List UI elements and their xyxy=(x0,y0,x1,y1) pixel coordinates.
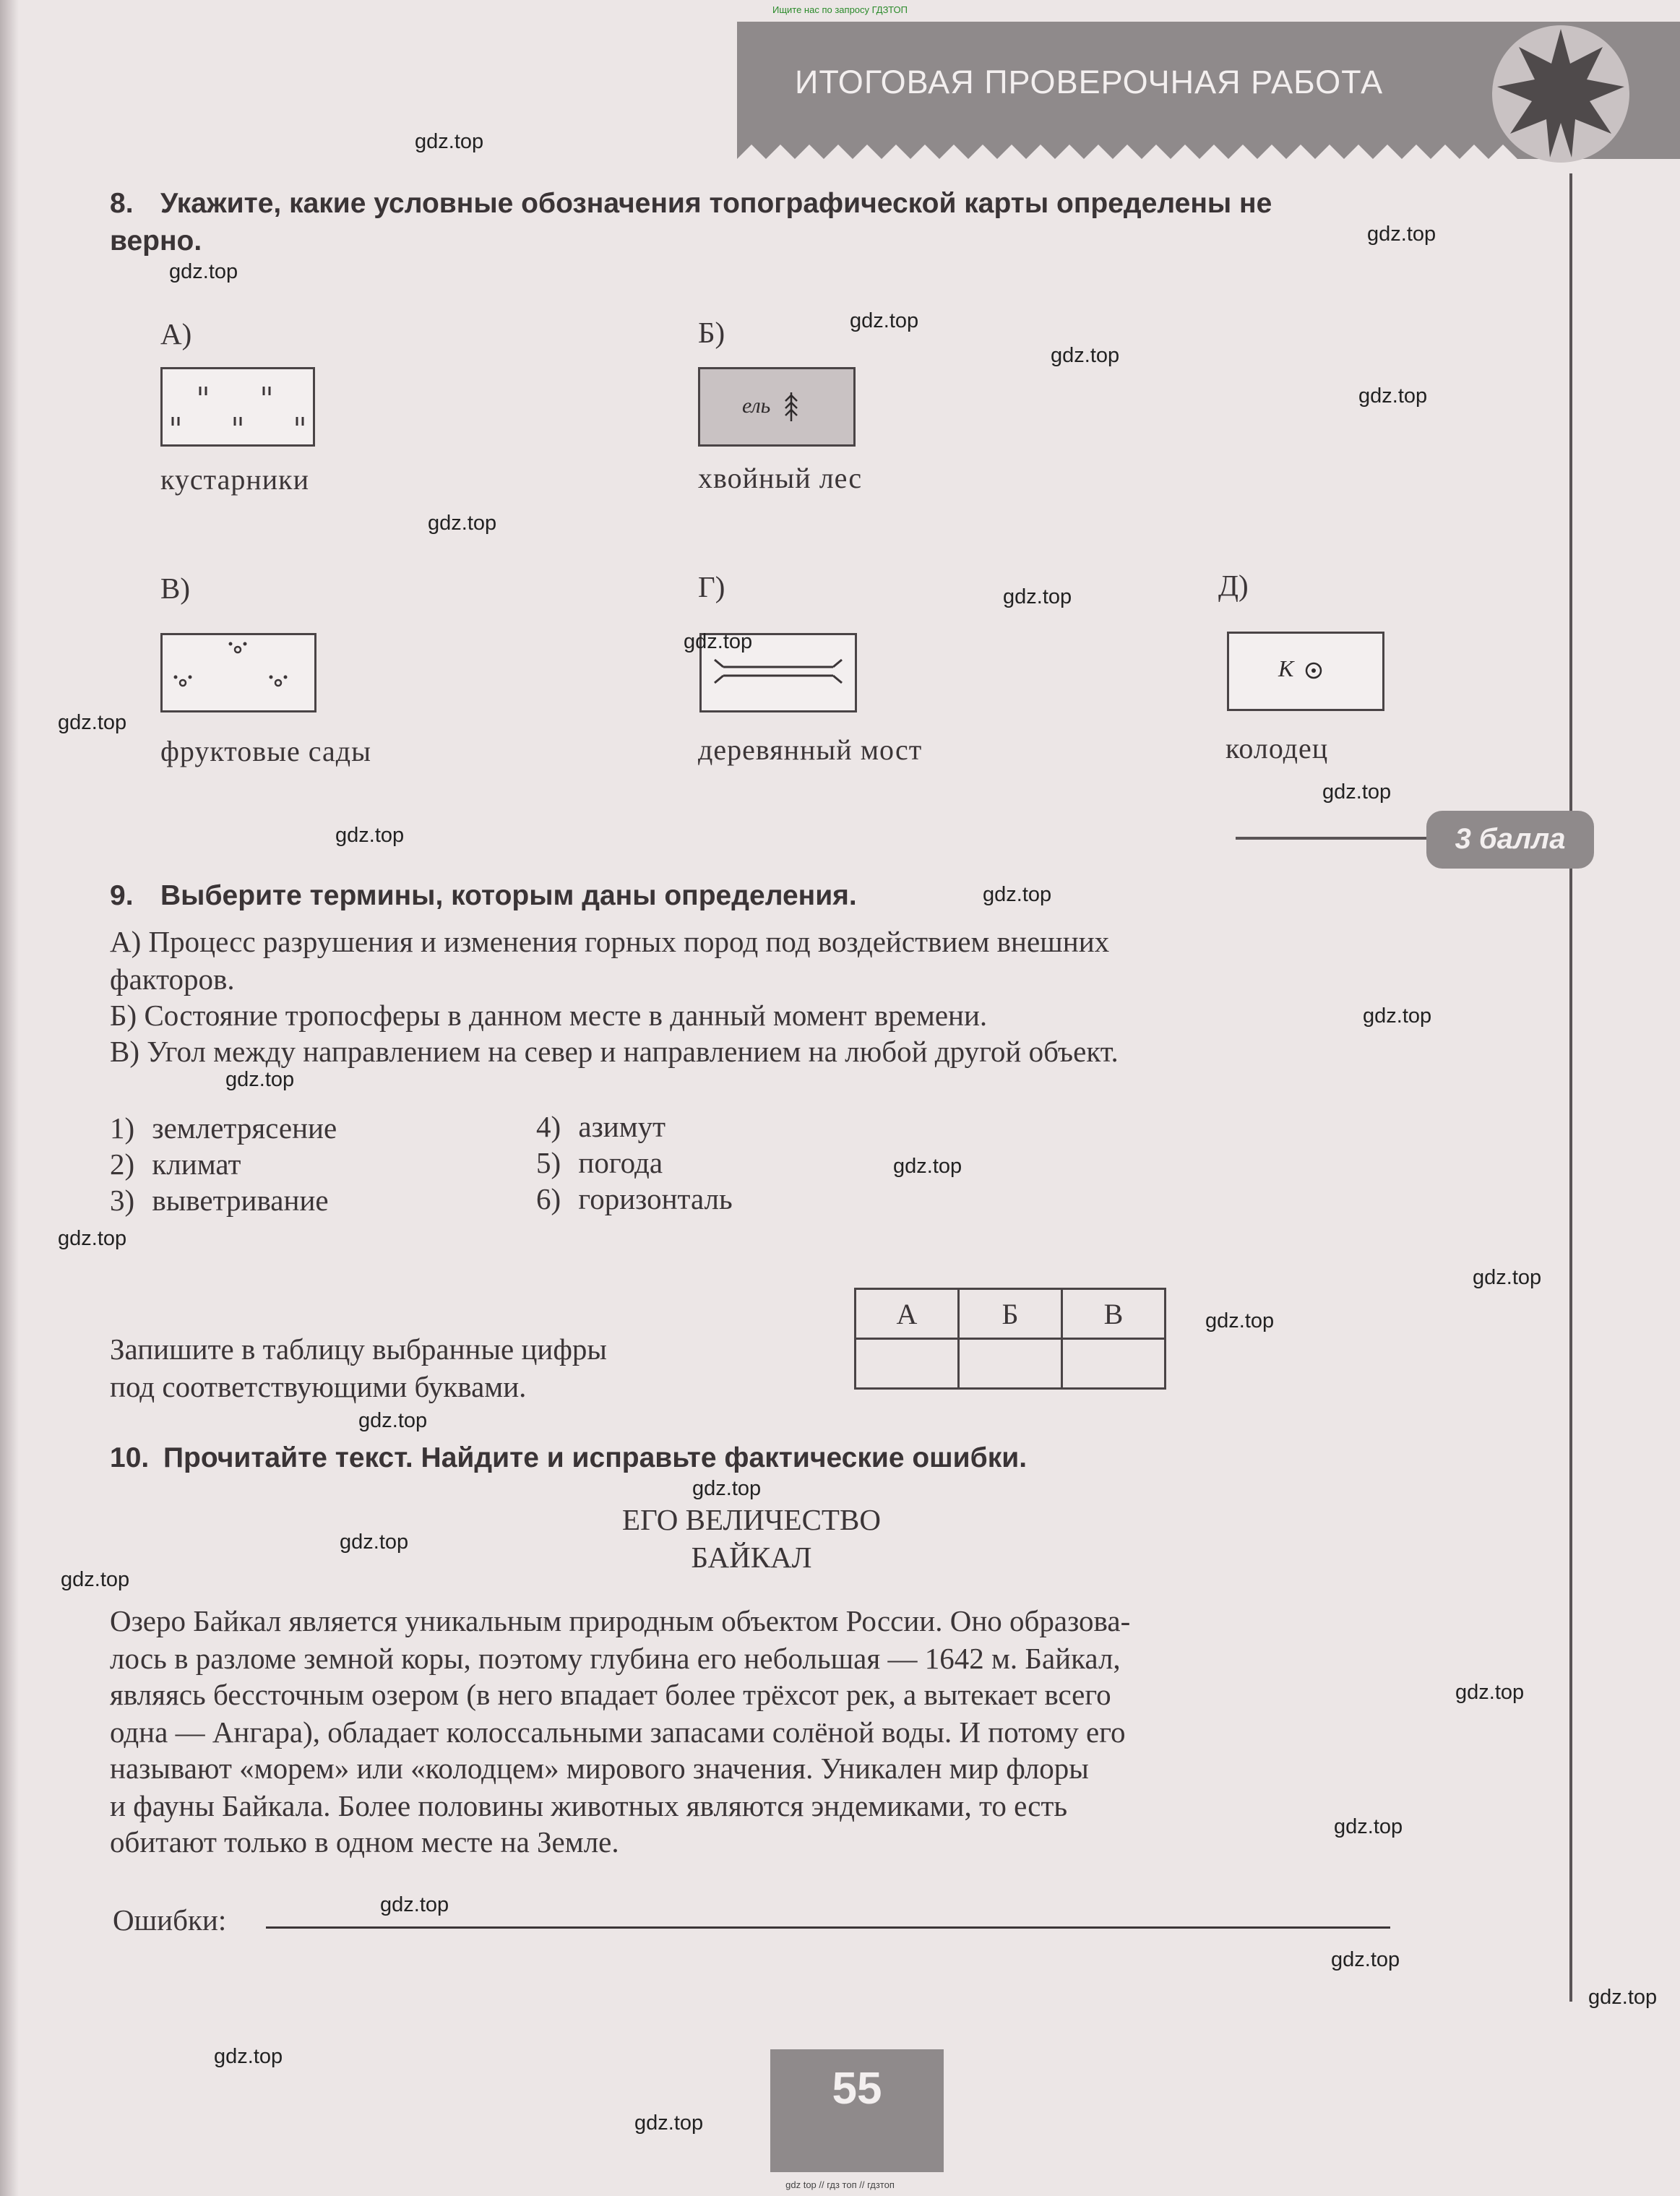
top-note: Ищите нас по запросу ГДЗТОП xyxy=(772,4,908,15)
conifer-symbol-text: ель xyxy=(742,394,771,418)
watermark: gdz.top xyxy=(1473,1266,1542,1289)
watermark: gdz.top xyxy=(1367,223,1436,246)
header-title: ИТОГОВАЯ ПРОВЕРОЧНАЯ РАБОТА xyxy=(795,64,1384,100)
q8-item-d-letter: Г) xyxy=(698,570,725,603)
q9-answer-table xyxy=(854,1288,1166,1390)
q10-title: Прочитайте текст. Найдите и исправьте фактические ошибки. xyxy=(163,1442,1028,1473)
watermark: gdz.top xyxy=(1334,1815,1403,1838)
q9-instruction-line2: под соответствующими буквами. xyxy=(110,1370,527,1403)
answer-table-header-c: В xyxy=(1062,1289,1166,1339)
q10-heading-line2: БАЙКАЛ xyxy=(691,1541,812,1574)
q8-item-c-letter: В) xyxy=(160,572,190,605)
watermark: gdz.top xyxy=(214,2045,283,2068)
q8-item-c-caption: фруктовые сады xyxy=(160,735,371,767)
page-number: 55 xyxy=(770,2049,944,2172)
q8-item-d-caption: деревянный мост xyxy=(698,733,923,766)
q9-option-num: 3) xyxy=(110,1184,135,1217)
watermark: gdz.top xyxy=(340,1530,409,1554)
q9-option-text: погода xyxy=(578,1146,663,1179)
q9-option-6 xyxy=(536,1181,733,1218)
q10-paragraph-line7: обитают только в одном месте на Земле. xyxy=(110,1825,619,1859)
watermark: gdz.top xyxy=(983,883,1052,906)
q9-number: 9. xyxy=(110,880,134,911)
watermark: gdz.top xyxy=(692,1477,762,1500)
watermark: gdz.top xyxy=(428,512,497,535)
q9-definition-c: В) Угол между направлением на север и направлением на любой другой объект. xyxy=(110,1035,1119,1068)
answer-cell-b[interactable] xyxy=(959,1339,1062,1389)
watermark: gdz.top xyxy=(415,130,484,153)
right-margin-line xyxy=(1569,173,1572,2002)
watermark: gdz.top xyxy=(335,824,405,847)
answer-table-header-row xyxy=(856,1289,1166,1339)
watermark: gdz.top xyxy=(358,1409,428,1432)
answer-cell-c[interactable] xyxy=(1062,1339,1166,1389)
q9-option-num: 1) xyxy=(110,1111,135,1145)
answer-table-header-a: А xyxy=(856,1289,959,1339)
well-symbol-text: К xyxy=(1278,655,1294,681)
watermark: gdz.top xyxy=(1588,1986,1658,2009)
watermark: gdz.top xyxy=(1205,1309,1275,1332)
bottom-note: gdz top // гдз топ // гдзтоп xyxy=(785,2179,895,2190)
q9-option-text: климат xyxy=(152,1147,241,1181)
score-badge: 3 балла xyxy=(1426,811,1594,869)
watermark: gdz.top xyxy=(225,1068,295,1091)
watermark: gdz.top xyxy=(380,1893,449,1916)
q9-option-num: 4) xyxy=(536,1110,561,1143)
conifer-forest-symbol xyxy=(698,367,856,447)
q8-item-e-letter: Д) xyxy=(1218,569,1249,602)
watermark: gdz.top xyxy=(893,1155,962,1178)
q9-definition-a-line1: А) Процесс разрушения и изменения горных пород под воздействием внешних xyxy=(110,925,1110,958)
q10-paragraph-line5: называют «морем» или «колодцем» мирового значения. Уникален мир флоры xyxy=(110,1752,1089,1785)
q8-item-e-caption: колодец xyxy=(1225,732,1329,765)
errors-answer-line[interactable] xyxy=(266,1926,1390,1929)
watermark: gdz.top xyxy=(1358,384,1428,408)
watermark: gdz.top xyxy=(58,1227,127,1250)
q10-paragraph-line6: и фауны Байкала. Более половины животных являются эндемиками, то есть xyxy=(110,1789,1068,1822)
q9-option-1 xyxy=(110,1110,337,1147)
q10-paragraph-line3: являясь бессточным озером (в него впадает более трёхсот рек, а вытекает всего xyxy=(110,1678,1111,1711)
q10-heading-line1: ЕГО ВЕЛИЧЕСТВО xyxy=(622,1503,881,1536)
q9-title: Выберите термины, которым даны определения. xyxy=(160,880,857,911)
conifer-tree-icon xyxy=(783,391,800,423)
q8-number: 8. xyxy=(110,188,134,219)
watermark: gdz.top xyxy=(1331,1948,1400,1971)
watermark: gdz.top xyxy=(61,1568,130,1591)
score-line xyxy=(1236,837,1428,840)
q9-option-num: 6) xyxy=(536,1182,561,1215)
q10-paragraph-line2: лось в разломе земной коры, поэтому глубина его небольшая — 1642 м. Байкал, xyxy=(110,1642,1121,1675)
watermark: gdz.top xyxy=(58,711,127,734)
q8-item-b-caption: хвойный лес xyxy=(698,462,863,494)
well-symbol xyxy=(1227,632,1384,711)
q8-item-a-caption: кустарники xyxy=(160,463,309,496)
answer-table-input-row xyxy=(856,1339,1166,1389)
q9-option-num: 2) xyxy=(110,1147,135,1181)
q9-instruction-line1: Запишите в таблицу выбранные цифры xyxy=(110,1332,607,1366)
q9-definition-b: Б) Состояние тропосферы в данном месте в данный момент времени. xyxy=(110,999,988,1032)
q10-number: 10. xyxy=(110,1442,150,1473)
errors-label: Ошибки: xyxy=(113,1903,227,1937)
star-badge-icon xyxy=(1489,22,1633,166)
q9-option-5 xyxy=(536,1145,663,1181)
q9-option-4 xyxy=(536,1108,665,1145)
orchards-symbol xyxy=(160,633,316,712)
watermark: gdz.top xyxy=(1051,344,1120,367)
page-spine-shadow xyxy=(0,0,19,2196)
q9-option-num: 5) xyxy=(536,1146,561,1179)
answer-table-header-b: Б xyxy=(959,1289,1062,1339)
watermark: gdz.top xyxy=(634,2111,704,2135)
q9-option-3 xyxy=(110,1182,329,1219)
q9-option-text: выветривание xyxy=(152,1184,329,1217)
watermark: gdz.top xyxy=(1455,1681,1525,1704)
watermark: gdz.top xyxy=(1003,585,1072,608)
shrubs-symbol xyxy=(160,367,315,447)
q10-paragraph-line4: одна — Ангара), обладает колоссальными запасами солёной воды. И потому его xyxy=(110,1715,1126,1749)
well-circle-icon xyxy=(1304,661,1323,680)
watermark: gdz.top xyxy=(1322,780,1392,804)
answer-cell-a[interactable] xyxy=(856,1339,959,1389)
watermark: gdz.top xyxy=(1363,1004,1432,1028)
q8-item-b-letter: Б) xyxy=(698,316,725,349)
watermark: gdz.top xyxy=(684,630,753,653)
watermark: gdz.top xyxy=(169,260,238,283)
q9-option-text: горизонталь xyxy=(578,1182,733,1215)
q8-text-line2: верно. xyxy=(110,225,202,257)
q9-option-text: азимут xyxy=(578,1110,666,1143)
q9-option-text: землетрясение xyxy=(152,1111,337,1145)
q10-paragraph-line1: Озеро Байкал является уникальным природным объектом России. Оно образова- xyxy=(110,1604,1131,1637)
q8-text-line1: Укажите, какие условные обозначения топографической карты определены не xyxy=(160,188,1272,219)
q9-option-2 xyxy=(110,1146,241,1183)
q9-definition-a-line2: факторов. xyxy=(110,963,235,996)
q8-item-a-letter: А) xyxy=(160,317,192,350)
watermark: gdz.top xyxy=(850,309,919,332)
